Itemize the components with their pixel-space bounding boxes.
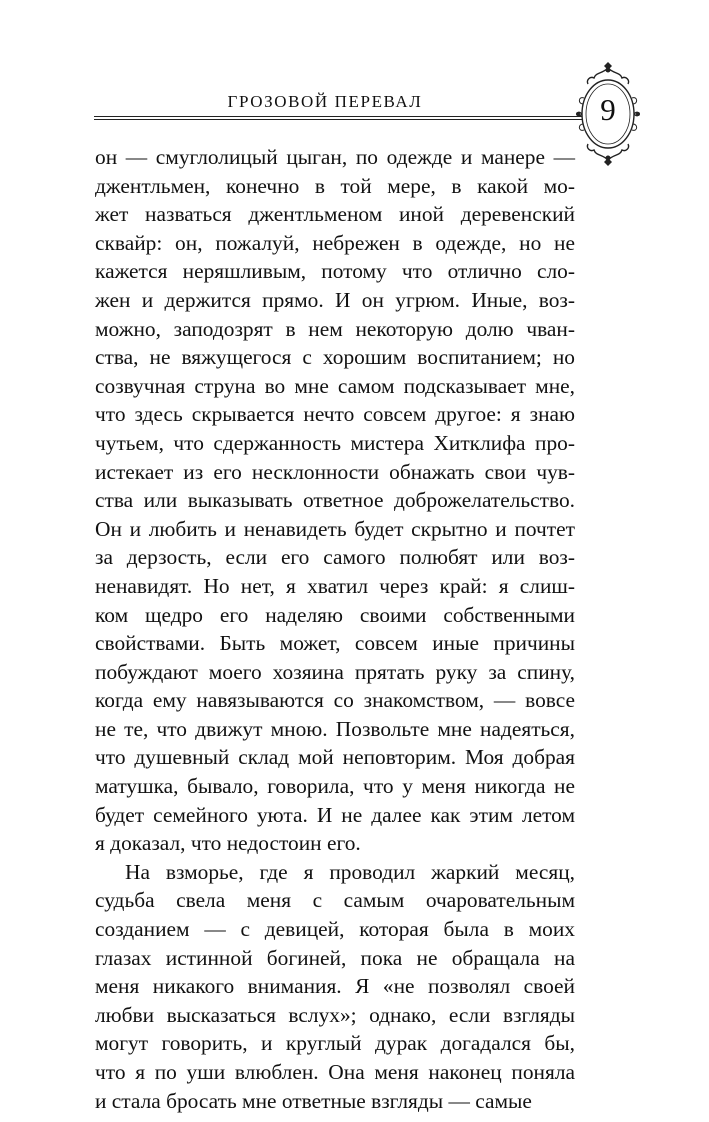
text-line: Он и любить и ненавидеть будет скрытно и почтет bbox=[95, 516, 575, 541]
text-line: истекает из его несклонности обнажать свои чув- bbox=[95, 459, 575, 484]
text-line: судьба свела меня с самым очаровательным bbox=[95, 888, 575, 913]
text-line: джентльмен, конечно в той мере, в какой мо- bbox=[95, 173, 575, 198]
text-line: будет семейного уюта. И не далее как этим летом bbox=[95, 802, 575, 827]
text-line: он — смуглолицый цыган, по одежде и манере — bbox=[95, 145, 575, 169]
text-line: свойствами. Быть может, совсем иные причины bbox=[95, 631, 575, 656]
text-line: когда ему навязываются со знакомством, — вовсе bbox=[95, 688, 575, 713]
text-line: не те, что движут мною. Позвольте мне надеяться, bbox=[95, 716, 575, 741]
paragraph bbox=[95, 858, 575, 1115]
text-line: чутьем, что сдержанность мистера Хитклифа про- bbox=[95, 430, 575, 455]
text-line: меня никакого внимания. Я «не позволял своей bbox=[95, 974, 575, 999]
text-line: сквайр: он, пожалуй, небрежен в одежде, но не bbox=[95, 230, 575, 255]
text-line: любви высказаться вслух»; однако, если взгляды bbox=[95, 1002, 575, 1027]
header-rule-thin bbox=[94, 119, 582, 120]
text-line: глазах истинной богиней, пока не обращала на bbox=[95, 945, 575, 970]
text-line: что я по уши влюблен. Она меня наконец поняла bbox=[95, 1060, 575, 1084]
text-line: кажется неряшливым, потому что отлично сло- bbox=[95, 259, 575, 284]
text-line: созданием — с девицей, которая была в моих bbox=[95, 917, 575, 942]
text-line: жет назваться джентльменом иной деревенский bbox=[95, 202, 575, 227]
text-line: На взморье, где я проводил жаркий месяц, bbox=[125, 859, 575, 884]
text-line: матушка, бывало, говорила, что у меня никогда не bbox=[95, 774, 575, 799]
running-title: ГРОЗОВОЙ ПЕРЕВАЛ bbox=[227, 92, 423, 111]
page-number: 9 bbox=[600, 92, 616, 127]
text-line: ства, не вяжущегося с хорошим воспитанием; но bbox=[95, 345, 575, 370]
body-text bbox=[95, 143, 575, 1115]
text-line: ненавидят. Но нет, я хватил через край: я слиш- bbox=[95, 573, 575, 598]
text-line: побуждают моего хозяина прятать руку за спину, bbox=[95, 659, 575, 684]
text-line: что душевный склад мой неповторим. Моя добрая bbox=[95, 745, 575, 770]
paragraph bbox=[95, 143, 575, 858]
text-line: и стала бросать мне ответные взгляды — самые bbox=[95, 1088, 532, 1113]
text-line: созвучная струна во мне самом подсказывает мне, bbox=[95, 373, 575, 398]
text-line: я доказал, что недостоин его. bbox=[95, 831, 361, 856]
text-line: могут говорить, и круглый дурак догадался бы, bbox=[95, 1031, 575, 1056]
text-line: что здесь скрывается нечто совсем другое: я знаю bbox=[95, 402, 575, 427]
text-line: ства или выказывать ответное доброжелательство. bbox=[95, 488, 575, 513]
text-line: за дерзость, если его самого полюбят или воз- bbox=[95, 545, 575, 570]
header-rule bbox=[94, 116, 582, 117]
text-line: жен и держится прямо. И он угрюм. Иные, воз- bbox=[95, 287, 575, 312]
text-line: ком щедро его наделяю своими собственными bbox=[95, 602, 575, 627]
text-line: можно, заподозрят в нем некоторую долю чван- bbox=[95, 316, 575, 341]
